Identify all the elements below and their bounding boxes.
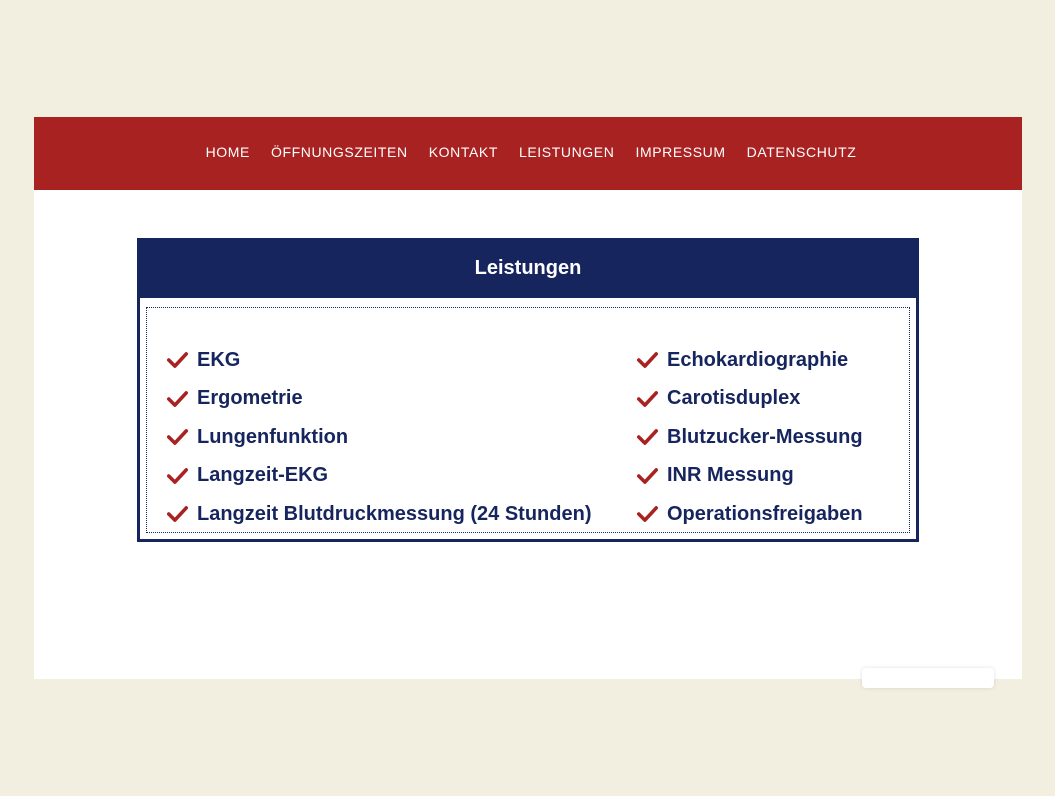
service-label: Blutzucker-Messung — [667, 425, 863, 448]
service-label: Operationsfreigaben — [667, 502, 863, 525]
service-label: Echokardiographie — [667, 348, 849, 371]
checkmark-icon — [167, 467, 188, 485]
nav-item-oeffnungszeiten[interactable]: ÖFFNUNGSZEITEN — [270, 143, 408, 160]
nav-list — [200, 144, 857, 162]
service-label: EKG — [197, 348, 241, 371]
service-item — [637, 495, 863, 534]
service-label: Ergometrie — [197, 387, 303, 410]
service-item — [637, 341, 863, 380]
checkmark-icon — [637, 390, 658, 408]
service-label: Langzeit Blutdruckmessung (24 Stunden) — [197, 502, 592, 525]
services-card-title: Leistungen — [137, 238, 919, 298]
service-item — [167, 418, 591, 457]
nav-item-home[interactable]: HOME — [205, 143, 250, 160]
service-item — [167, 457, 591, 496]
service-item — [167, 341, 591, 380]
services-column-right — [637, 341, 863, 534]
main-navigation — [34, 117, 1022, 190]
service-item — [637, 418, 863, 457]
service-item — [167, 380, 591, 419]
floating-widget-edge — [862, 668, 994, 688]
service-label: Lungenfunktion — [197, 425, 349, 448]
page-content — [34, 117, 1022, 679]
checkmark-icon — [167, 505, 188, 523]
service-label: Carotisduplex — [667, 387, 801, 410]
service-item — [637, 457, 863, 496]
service-item — [637, 380, 863, 419]
checkmark-icon — [637, 351, 658, 369]
services-list-frame — [146, 307, 910, 533]
nav-item-datenschutz[interactable]: DATENSCHUTZ — [746, 143, 857, 160]
nav-item-kontakt[interactable]: KONTAKT — [428, 143, 498, 160]
checkmark-icon — [167, 390, 188, 408]
service-label: Langzeit-EKG — [197, 464, 329, 487]
checkmark-icon — [637, 428, 658, 446]
checkmark-icon — [637, 505, 658, 523]
checkmark-icon — [637, 467, 658, 485]
services-card — [137, 238, 919, 542]
checkmark-icon — [167, 428, 188, 446]
nav-item-leistungen[interactable]: LEISTUNGEN — [518, 143, 615, 160]
service-item — [167, 495, 591, 534]
services-column-left — [167, 341, 591, 534]
service-label: INR Messung — [667, 464, 794, 487]
nav-item-impressum[interactable]: IMPRESSUM — [635, 143, 726, 160]
checkmark-icon — [167, 351, 188, 369]
